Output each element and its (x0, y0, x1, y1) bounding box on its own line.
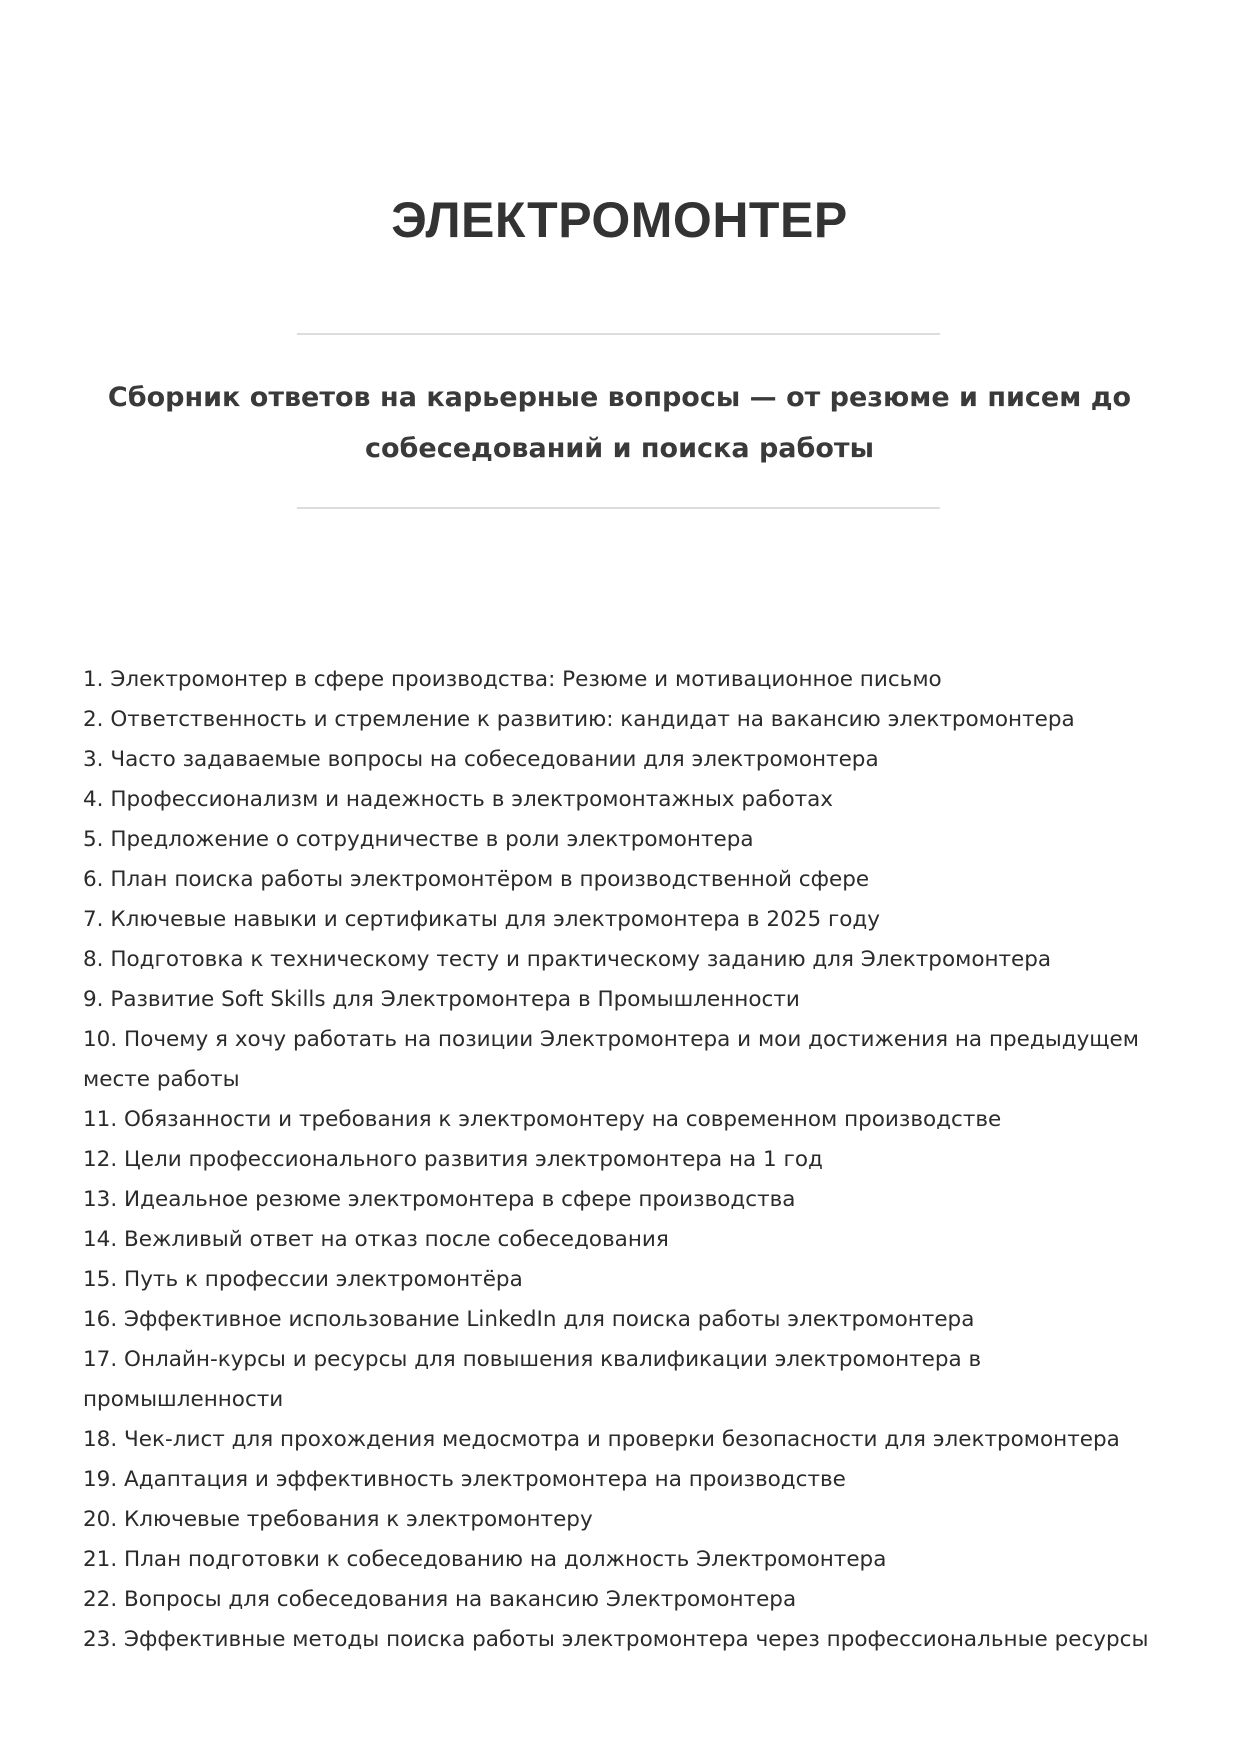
toc-item: 13. Идеальное резюме электромонтера в сфере производства (83, 1187, 796, 1212)
toc-item: 21. План подготовки к собеседованию на должность Электромонтера (83, 1547, 887, 1572)
title-divider (297, 333, 940, 335)
toc-item: 5. Предложение о сотрудничестве в роли электромонтера (83, 827, 754, 852)
toc-item: 11. Обязанности и требования к электромонтеру на современном производстве (83, 1107, 1002, 1132)
toc-item: 10. Почему я хочу работать на позиции Электромонтера и мои достижения на предыдущем месте работы (83, 1027, 1139, 1092)
toc-item: 15. Путь к профессии электромонтёра (83, 1267, 523, 1292)
toc-item: 3. Часто задаваемые вопросы на собеседовании для электромонтера (83, 747, 879, 772)
toc-item: 7. Ключевые навыки и сертификаты для электромонтера в 2025 году (83, 907, 881, 932)
toc-item: 12. Цели профессионального развития электромонтера на 1 год (83, 1147, 823, 1172)
toc-item: 9. Развитие Soft Skills для Электромонтера в Промышленности (83, 987, 800, 1012)
toc-item: 4. Профессионализм и надежность в электромонтажных работах (83, 787, 834, 812)
toc-item: 22. Вопросы для собеседования на вакансию Электромонтера (83, 1587, 797, 1612)
document-subtitle: Сборник ответов на карьерные вопросы — от резюме и писем до собеседований и поиска работы (107, 382, 1132, 464)
toc-item: 1. Электромонтер в сфере производства: Резюме и мотивационное письмо (83, 667, 942, 692)
toc-item: 20. Ключевые требования к электромонтеру (83, 1507, 593, 1532)
toc-item: 17. Онлайн-курсы и ресурсы для повышения квалификации электромонтера в промышленности (83, 1347, 982, 1412)
toc-item: 2. Ответственность и стремление к развитию: кандидат на вакансию электромонтера (83, 707, 1075, 732)
toc-item: 6. План поиска работы электромонтёром в производственной сфере (83, 867, 870, 892)
toc-item: 23. Эффективные методы поиска работы электромонтера через профессиональные ресурсы (83, 1627, 1149, 1652)
table-of-contents (83, 660, 1163, 1660)
subtitle-divider (297, 507, 940, 509)
toc-item: 14. Вежливый ответ на отказ после собеседования (83, 1227, 669, 1252)
toc-item: 18. Чек-лист для прохождения медосмотра и проверки безопасности для электромонтера (83, 1427, 1120, 1452)
toc-item: 8. Подготовка к техническому тесту и практическому заданию для Электромонтера (83, 947, 1052, 972)
toc-item: 19. Адаптация и эффективность электромонтера на производстве (83, 1467, 846, 1492)
document-title: ЭЛЕКТРОМОНТЕР (391, 192, 848, 248)
toc-item: 16. Эффективное использование LinkedIn для поиска работы электромонтера (83, 1307, 975, 1332)
